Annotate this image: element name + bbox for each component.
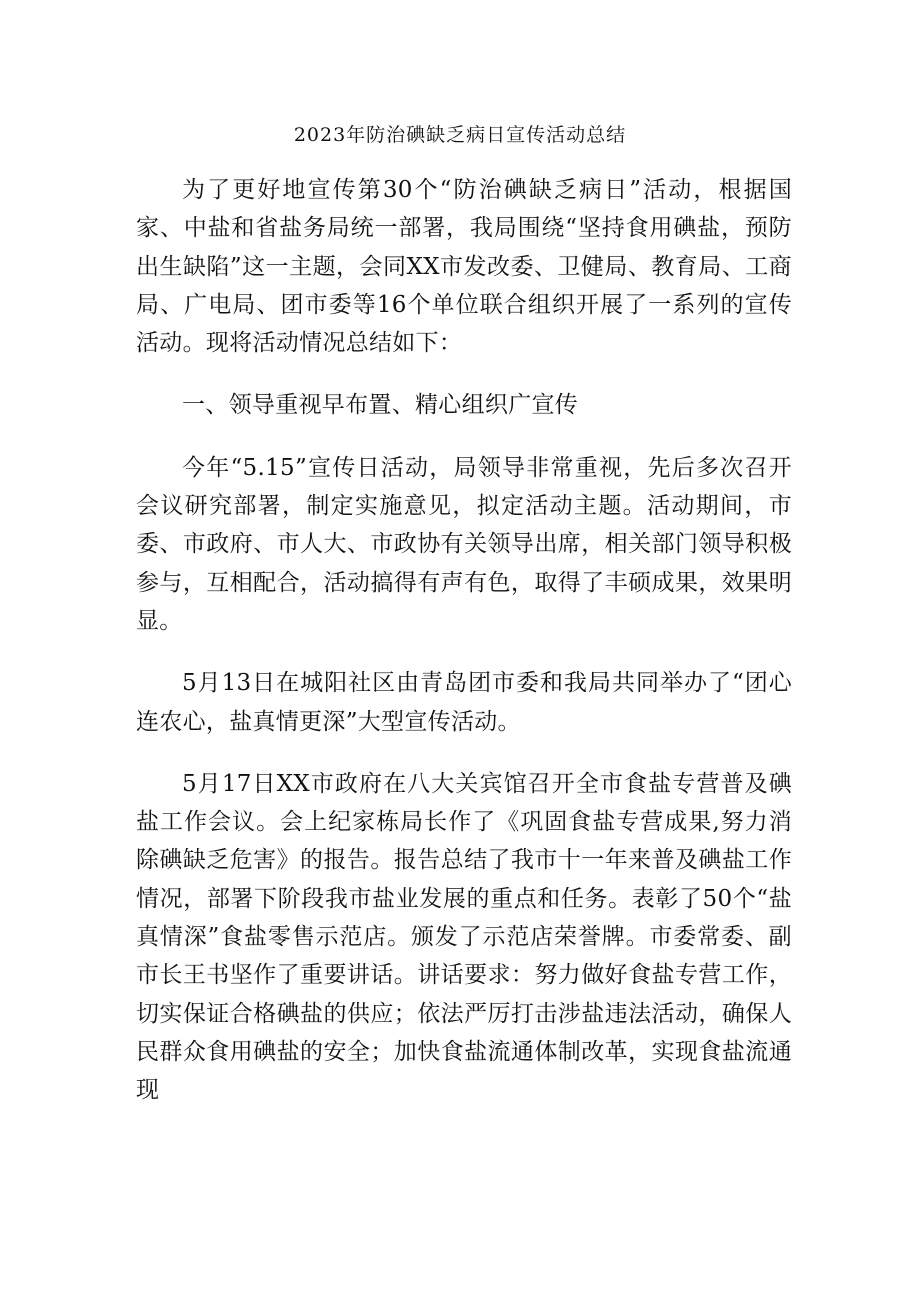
- paragraph-intro: 为了更好地宣传第30个“防治碘缺乏病日”活动，根据国家、中盐和省盐务局统一部署，我局围绕“坚持食用碘盐，预防出生缺陷”这一主题，会同XX市发改委、卫健局、教育局、工商局、广电局、团市委等16个单位联合组织开展了一系列的宣传活动。现将活动情况总结如下：: [136, 177, 792, 357]
- paragraph-may-13: 5月13日在城阳社区由青岛团市委和我局共同举办了“团心连农心，盐真情更深”大型宣传活动。: [136, 670, 792, 735]
- document-body: [136, 171, 792, 1110]
- paragraph-may-17: 5月17日XX市政府在八大关宾馆召开全市食盐专营普及碘盐工作会议。会上纪家栋局长作了《巩固食盐专营成果,努力消除碘缺乏危害》的报告。报告总结了我市十一年来普及碘盐工作情况，部署下阶段我市盐业发展的重点和任务。表彰了50个“盐真情深”食盐零售示范店。颁发了示范店荣誉牌。市委常委、副市长王书坚作了重要讲话。讲话要求：努力做好食盐专营工作，切实保证合格碘盐的供应；依法严厉打击涉盐违法活动，确保人民群众食用碘盐的安全；加快食盐流通体制改革，实现食盐流通现: [136, 770, 792, 1104]
- section-heading-1: 一、领导重视早布置、精心组织广宣传: [182, 392, 579, 419]
- document-title: 2023年防治碘缺乏病日宣传活动总结: [293, 124, 627, 146]
- paragraph-leadership: 今年“5.15”宣传日活动，局领导非常重视，先后多次召开会议研究部署，制定实施意见，拟定活动主题。活动期间，市委、市政府、市人大、市政协有关领导出席，相关部门领导积极参与，互相配合，活动搞得有声有色，取得了丰硕成果，效果明显。: [136, 454, 792, 634]
